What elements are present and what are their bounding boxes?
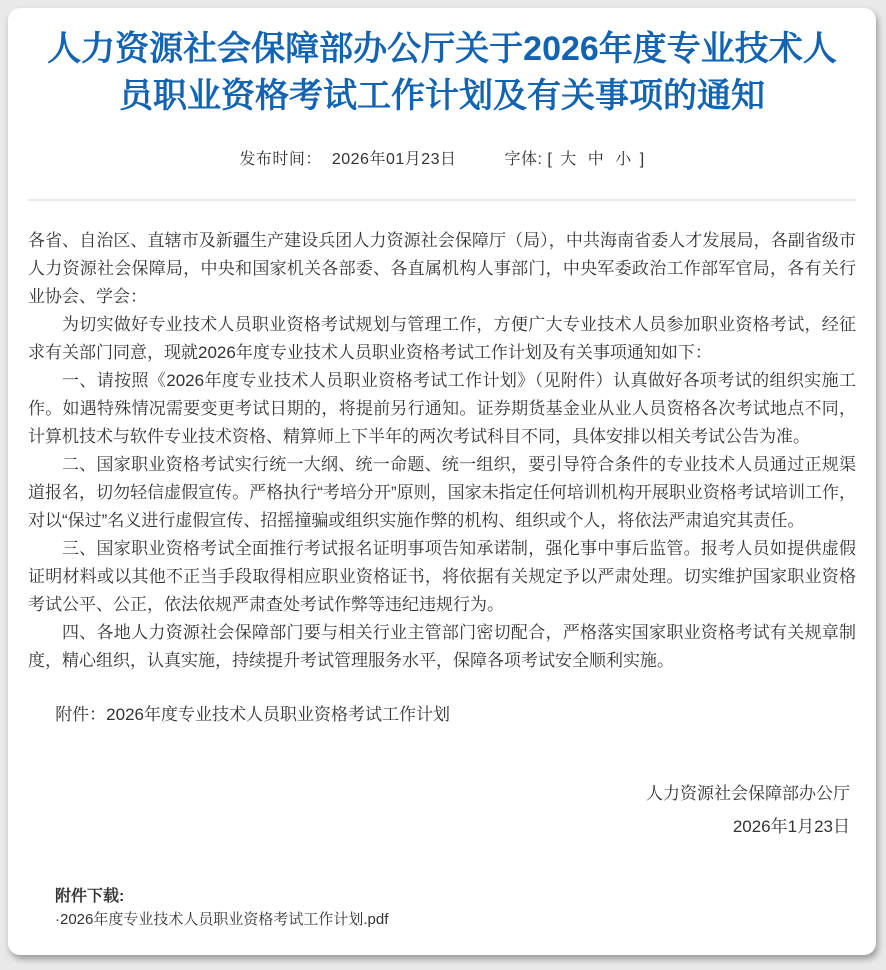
- publish-time-label: 发布时间：: [239, 151, 322, 168]
- attachment-pdf-link[interactable]: ·2026年度专业技术人员职业资格考试工作计划.pdf: [55, 911, 389, 928]
- document-body: [8, 201, 876, 931]
- meta-row: [8, 146, 876, 169]
- font-size-medium-button[interactable]: 中: [587, 151, 605, 168]
- page-title: 人力资源社会保障部办公厅关于2026年度专业技术人员职业资格考试工作计划及有关事项的通知: [47, 30, 837, 115]
- font-size-switcher: [504, 151, 644, 168]
- font-size-large-button[interactable]: 大: [560, 151, 577, 168]
- paragraph-item-4: 四、各地人力资源社会保障部门要与相关行业主管部门密切配合，严格落实国家职业资格考试有关规章制度，精心组织，认真实施，持续提升考试管理服务水平，保障各项考试安全顺利实施。: [28, 623, 856, 670]
- attachment-download-label: 附件下载:: [55, 888, 125, 905]
- paragraph-addressees: 各省、自治区、直辖市及新疆生产建设兵团人力资源社会保障厅（局），中共海南省委人才发展局，各副省级市人力资源社会保障局，中央和国家机关各部委、各直属机构人事部门，中央军委政治工作部军官局，各有关行业协会、学会：: [28, 231, 856, 306]
- signature-block: [28, 777, 856, 843]
- font-bracket-close: ]: [639, 151, 645, 168]
- publish-date: 2026年01月23日: [331, 151, 457, 168]
- paragraph-item-1: 一、请按照《2026年度专业技术人员职业资格考试工作计划》（见附件）认真做好各项考试的组织实施工作。如遇特殊情况需要变更考试日期的，将提前另行通知。证券期货基金业从业人员资格各次考试地点不同，计算机技术与软件专业技术资格、精算师上下半年的两次考试科目不同，具体安排以相关考试公告为准。: [28, 371, 856, 446]
- paragraph-intro: 为切实做好专业技术人员职业资格考试规划与管理工作，方便广大专业技术人员参加职业资格考试，经征求有关部门同意，现就2026年度专业技术人员职业资格考试工作计划及有关事项通知如下：: [28, 315, 856, 362]
- signature-date: 2026年1月23日: [732, 817, 850, 836]
- paragraph-item-2: 二、国家职业资格考试实行统一大纲、统一命题、统一组织，要引导符合条件的专业技术人员通过正规渠道报名，切勿轻信虚假宣传。严格执行“考培分开”原则，国家未指定任何培训机构开展职业资格考试培训工作，对以“保过”名义进行虚假宣传、招摇撞骗或组织实施作弊的机构、组织或个人，将依法严肃追究其责任。: [28, 455, 856, 530]
- attachment-reference: 附件：2026年度专业技术人员职业资格考试工作计划: [55, 705, 451, 724]
- paragraph-item-3: 三、国家职业资格考试全面推行考试报名证明事项告知承诺制，强化事中事后监管。报考人员如提供虚假证明材料或以其他不正当手段取得相应职业资格证书，将依据有关规定予以严肃处理。切实维护国家职业资格考试公平、公正，依法依规严肃查处考试作弊等违纪违规行为。: [28, 539, 856, 614]
- font-bracket-open: [: [547, 151, 553, 168]
- attachment-download-section: [55, 885, 856, 931]
- font-size-small-button[interactable]: 小: [615, 151, 632, 168]
- font-size-label: 字体:: [504, 151, 543, 168]
- signature-organization: 人力资源社会保障部办公厅: [646, 784, 850, 803]
- document-card: [8, 8, 876, 955]
